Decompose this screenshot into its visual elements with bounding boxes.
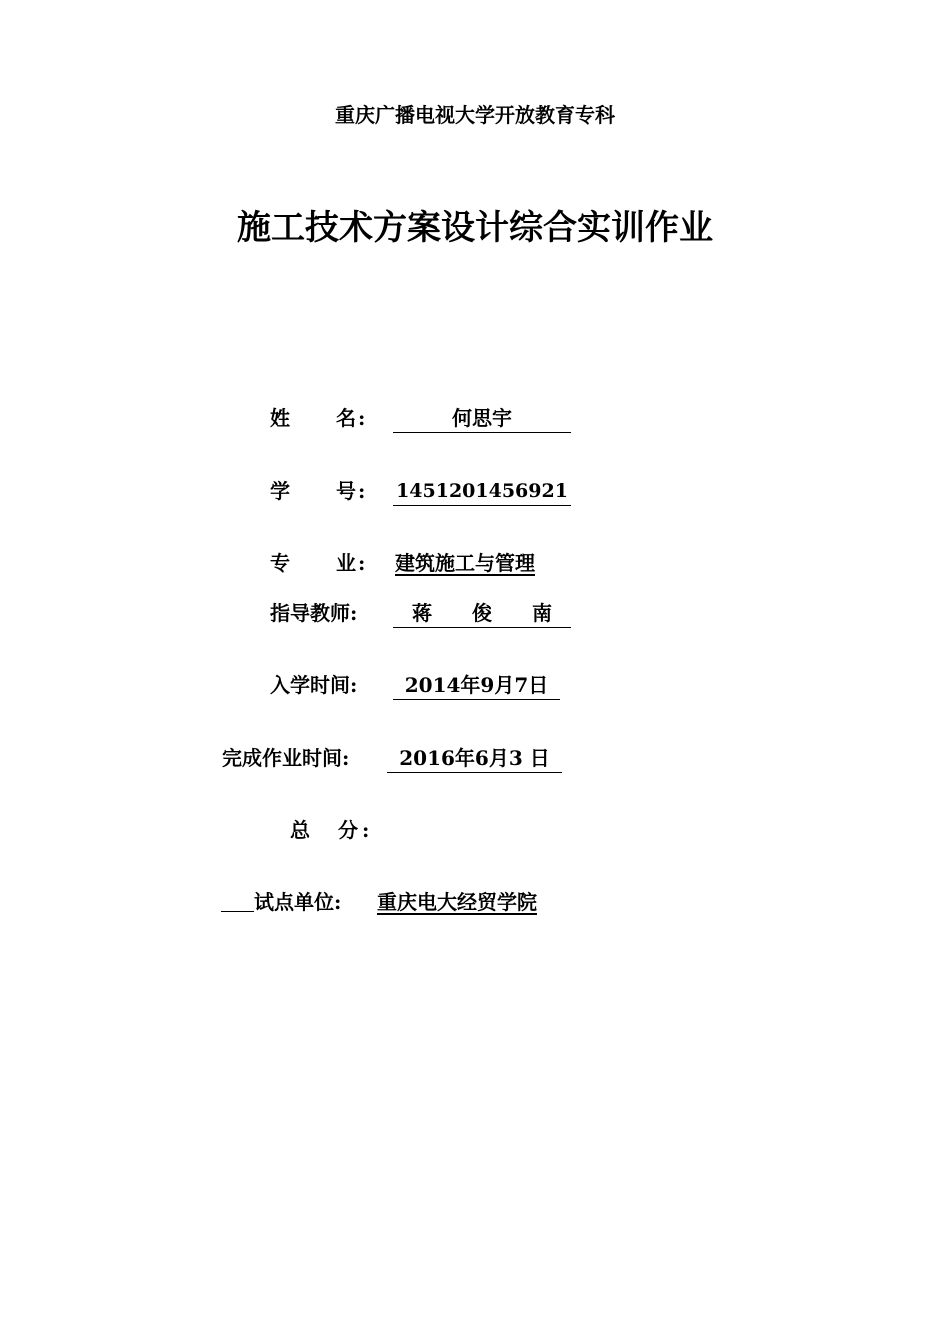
pilot-unit-leading-line: [221, 911, 254, 912]
document-title: 施工技术方案设计综合实训作业: [237, 208, 713, 248]
advisor-value: 蒋 俊 南: [393, 599, 571, 628]
total-score-label: 总 分:: [290, 818, 374, 842]
name-label: 姓 名:: [270, 406, 368, 430]
completion-date-label: 完成作业时间:: [222, 746, 350, 770]
student-id-value: 1451201456921: [393, 477, 571, 506]
major-value: 建筑施工与管理: [395, 551, 535, 575]
major-label: 专 业:: [270, 551, 368, 575]
advisor-label: 指导教师:: [270, 601, 358, 625]
completion-date-value: 2016年6月3 日: [387, 744, 562, 773]
name-value: 何思宇: [393, 404, 571, 433]
pilot-unit-value: 重庆电大经贸学院: [377, 890, 537, 914]
student-id-label: 学 号:: [270, 479, 368, 503]
institution-header: 重庆广播电视大学开放教育专科: [335, 103, 615, 127]
enroll-date-value: 2014年9月7日: [393, 671, 560, 700]
pilot-unit-label: 试点单位:: [254, 890, 342, 914]
enroll-date-label: 入学时间:: [270, 673, 358, 697]
